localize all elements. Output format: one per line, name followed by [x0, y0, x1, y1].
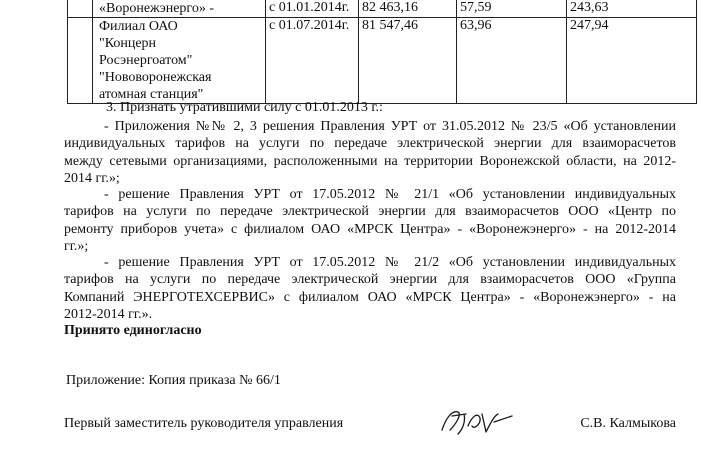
org-name-line: атомная станция" [99, 87, 204, 102]
paragraph-line: - Приложения №№ 2, 3 решения Правления УРТ от 31.05.2012 № 23/5 «Об установлении [104, 119, 676, 134]
section-heading: 3. Признать утратившими силу с 01.01.2013 г.: [106, 100, 383, 115]
decision-text: Принято единогласно [64, 323, 202, 338]
signature-row [64, 416, 676, 438]
table-cell-empty [68, 18, 93, 104]
org-name-line: "Нововоронежская [99, 70, 212, 85]
table-cell-value-1: 82 463,16 [359, 0, 457, 18]
signatory-name: С.В. Калмыкова [580, 416, 676, 431]
handwritten-signature-icon [436, 404, 516, 438]
table-cell-date: с 01.01.2014г. [266, 0, 359, 18]
paragraph-line: индивидуальных тарифов на услуги по передаче электрической энергии для взаиморасчетов [64, 136, 676, 152]
org-name-line: "Концерн [99, 36, 157, 51]
table-cell-organization [93, 0, 266, 18]
paragraph-line: тарифов на услуги по передаче электрической энергии для взаиморасчетов ООО «Группа [64, 272, 676, 288]
org-name-line: Филиал ОАО [99, 19, 178, 34]
table-cell-value-3: 247,94 [567, 18, 697, 104]
table-cell-date: с 01.07.2014г. [266, 18, 359, 104]
paragraph-item-1 [64, 118, 676, 188]
table-cell-value-3: 243,63 [567, 0, 697, 18]
paragraph-line: между сетевыми организациями, расположенными на территории Воронежской области, на 2012- [64, 153, 676, 169]
paragraph-line: ремонту приборов учета» с филиалом ОАО «МРСК Центра» - «Воронежэнерго» - на 2012-2014 [64, 221, 676, 237]
table-cell-value-2: 57,59 [457, 0, 567, 18]
tariff-table [67, 0, 697, 104]
table-cell-organization [93, 18, 266, 104]
paragraph-line: тарифов на услуги по передаче электрической энергии для взаиморасчетов ООО «Центр по [64, 204, 676, 220]
paragraph-line: 2012-2014 гг.». [64, 307, 153, 323]
paragraph-line: гг.»; [64, 239, 89, 255]
signatory-title: Первый заместитель руководителя управления [64, 416, 344, 431]
org-name-line: Росэнергоатом" [99, 53, 193, 68]
org-name-line: «Воронежэнерго» - [99, 1, 214, 16]
table-cell-value-2: 63,96 [457, 18, 567, 104]
table-row [68, 18, 697, 104]
paragraph-item-2 [64, 186, 676, 256]
table-cell-empty [68, 0, 93, 18]
table-cell-value-1: 81 547,46 [359, 18, 457, 104]
paragraph-line: - решение Правления УРТ от 17.05.2012 № 21/1 «Об установлении индивидуальных [104, 187, 676, 202]
attachment-text: Приложение: Копия приказа № 66/1 [66, 373, 281, 388]
table-row [68, 0, 697, 18]
paragraph-item-3 [64, 254, 676, 324]
paragraph-line: 2014 гг.»; [64, 171, 120, 187]
paragraph-line: - решение Правления УРТ от 17.05.2012 № 21/2 «Об установлении индивидуальных [104, 255, 676, 270]
paragraph-line: Компаний ЭНЕРГОТЕХСЕРВИС» с филиалом ОАО «МРСК Центра» - «Воронежэнерго» - на [64, 289, 676, 305]
